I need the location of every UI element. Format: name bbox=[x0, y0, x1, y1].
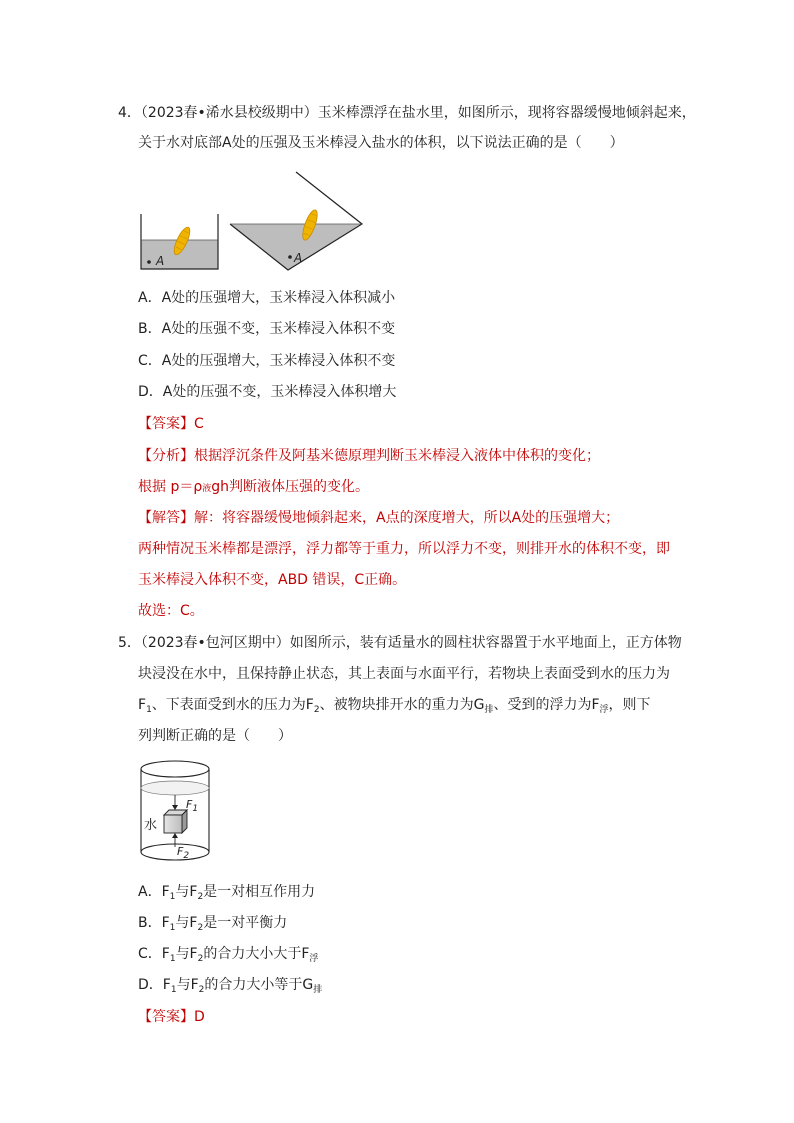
arrow-down-icon bbox=[172, 805, 178, 810]
q5-stem-line3: $F_1$、下表面受到水的压力为$F_2$、被物块排开水的重力为$G_排$、受到的浮力为$F_浮$，则下 bbox=[138, 697, 651, 715]
answer-tag: 【答案】 bbox=[138, 1009, 194, 1025]
q4-conclusion: 故选：C。 bbox=[138, 603, 204, 619]
cube-block bbox=[164, 810, 187, 833]
q5-option-b: B．$F_1$与$F_2$是一对平衡力 bbox=[138, 915, 288, 933]
q4-analysis-line2: 根据 p＝ρ液gh判断液体压强的变化。 bbox=[138, 479, 370, 495]
q4-solution-line2: 两种情况玉米棒都是漂浮，浮力都等于重力，所以浮力不变，则排开水的体积不变，即 bbox=[138, 541, 670, 557]
q5-fig-f1-label: $F_1$ bbox=[186, 798, 199, 814]
q5-stem-line1: 5．（2023春•包河区期中）如图所示，装有适量水的圆柱状容器置于水平地面上，正方体物 bbox=[118, 635, 682, 651]
analysis-tag: 【分析】 bbox=[138, 448, 194, 464]
q4-option-b: B．A处的压强不变，玉米棒浸入体积不变 bbox=[138, 321, 396, 337]
q4-analysis-line1: 【分析】根据浮沉条件及阿基米德原理判断玉米棒浸入液体中体积的变化； bbox=[138, 448, 600, 464]
q4-option-c: C．A处的压强增大，玉米棒浸入体积不变 bbox=[138, 353, 396, 369]
q4-solution-line1: 【解答】解：将容器缓慢地倾斜起来，A点的深度增大，所以A处的压强增大； bbox=[138, 510, 620, 526]
q4-fig-label-a-left: A bbox=[156, 254, 165, 268]
q4-option-a: A．A处的压强增大，玉米棒浸入体积减小 bbox=[138, 290, 396, 306]
point-a-dot bbox=[147, 260, 151, 264]
q4-stem-line2: 关于水对底部A处的压强及玉米棒浸入盐水的体积，以下说法正确的是（ ） bbox=[138, 135, 624, 151]
q5-stem-line2: 块浸没在水中，且保持静止状态，其上表面与水面平行，若物块上表面受到水的压力为 bbox=[138, 666, 670, 682]
q5-option-a: A．$F_1$与$F_2$是一对相互作用力 bbox=[138, 884, 316, 902]
q5-option-d: D．$F_1$与$F_2$的合力大小等于$G_排$ bbox=[138, 977, 323, 995]
answer-tag: 【答案】 bbox=[138, 416, 194, 432]
upright-container bbox=[141, 214, 218, 269]
q5-answer bbox=[138, 1007, 205, 1027]
q4-figure bbox=[130, 165, 370, 275]
q5-fig-f2-label: $F_2$ bbox=[177, 845, 190, 861]
arrow-up-icon bbox=[172, 833, 178, 838]
q4-fig-label-a-right: A bbox=[294, 251, 303, 265]
point-a-dot bbox=[288, 255, 292, 259]
q5-option-c: C．$F_1$与$F_2$的合力大小大于$F_浮$ bbox=[138, 946, 319, 964]
q5-stem-line4: 列判断正确的是（ ） bbox=[138, 728, 292, 744]
solution-tag: 【解答】 bbox=[138, 510, 194, 526]
answer-value: D bbox=[194, 1009, 205, 1025]
q4-stem-line1: 4．（2023春•浠水县校级期中）玉米棒漂浮在盐水里，如图所示，现将容器缓慢地倾斜起来， bbox=[118, 105, 696, 121]
q4-solution-line3: 玉米棒浸入体积不变，ABD 错误，C正确。 bbox=[138, 572, 407, 588]
q5-fig-water-label: 水 bbox=[144, 818, 158, 833]
q4-answer bbox=[138, 414, 204, 434]
q4-option-d: D．A处的压强不变，玉米棒浸入体积增大 bbox=[138, 384, 397, 400]
answer-value: C bbox=[194, 416, 204, 432]
